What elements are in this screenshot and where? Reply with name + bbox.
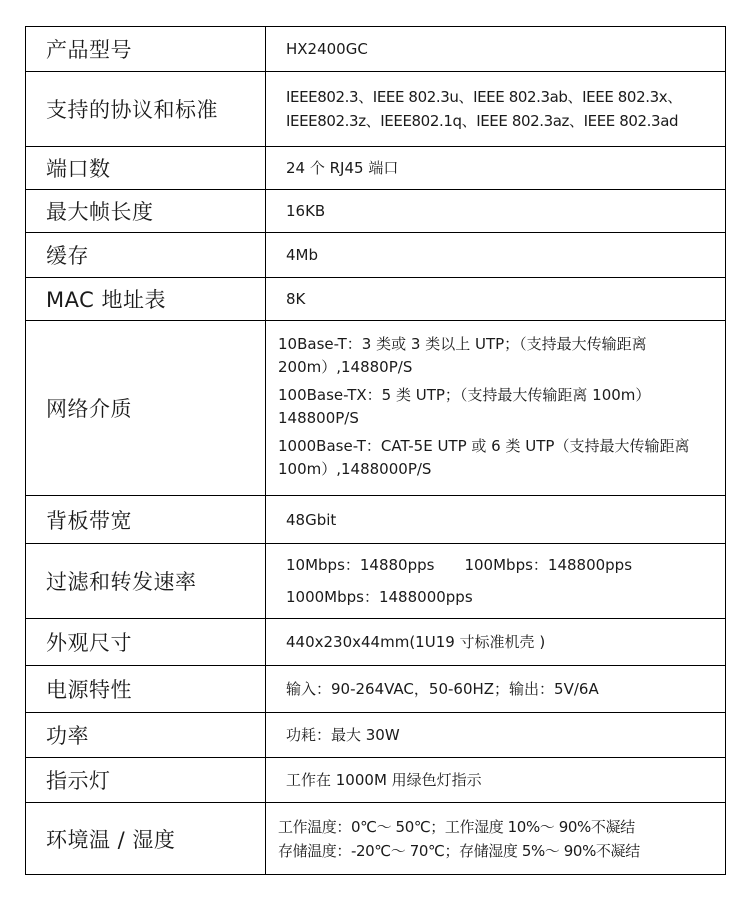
row-value: 48Gbit bbox=[266, 496, 726, 544]
row-label: 外观尺寸 bbox=[26, 619, 266, 666]
row-value: 4Mb bbox=[266, 233, 726, 278]
row-value: 8K bbox=[266, 278, 726, 321]
row-value bbox=[266, 72, 726, 147]
row-model bbox=[26, 27, 726, 72]
rate-10m: 10Mbps：14880pps bbox=[286, 556, 435, 574]
spec-table bbox=[25, 26, 726, 875]
row-network-media bbox=[26, 321, 726, 496]
row-label: 缓存 bbox=[26, 233, 266, 278]
row-label: MAC 地址表 bbox=[26, 278, 266, 321]
row-dimensions bbox=[26, 619, 726, 666]
row-value: 工作在 1000M 用绿色灯指示 bbox=[266, 758, 726, 803]
row-buffer bbox=[26, 233, 726, 278]
row-backplane bbox=[26, 496, 726, 544]
row-mac-table bbox=[26, 278, 726, 321]
rate-100m: 100Mbps：148800pps bbox=[464, 556, 633, 574]
row-value bbox=[266, 803, 726, 875]
row-label: 最大帧长度 bbox=[26, 190, 266, 233]
protocol-line: IEEE802.3、IEEE 802.3u、IEEE 802.3ab、IEEE 802.3x、 bbox=[286, 88, 682, 106]
rate-line bbox=[286, 549, 721, 581]
row-max-frame bbox=[26, 190, 726, 233]
row-value: 440x230x44mm(1U19 寸标准机壳 ) bbox=[266, 619, 726, 666]
row-protocols bbox=[26, 72, 726, 147]
row-label: 端口数 bbox=[26, 147, 266, 190]
media-item: 100Base-TX：5 类 UTP；（支持最大传输距离 100m）148800P/S bbox=[278, 385, 651, 427]
row-value: 功耗：最大 30W bbox=[266, 713, 726, 758]
row-value: 输入：90-264VAC，50-60HZ；输出：5V/6A bbox=[266, 666, 726, 713]
env-line: 工作温度：0℃～ 50℃；工作湿度 10%～ 90%不凝结 bbox=[278, 817, 635, 836]
row-label: 网络介质 bbox=[26, 321, 266, 496]
media-item: 1000Base-T：CAT-5E UTP 或 6 类 UTP（支持最大传输距离 100m）,1488000P/S bbox=[278, 436, 690, 478]
row-label: 指示灯 bbox=[26, 758, 266, 803]
row-forwarding-rate bbox=[26, 544, 726, 619]
row-label: 支持的协议和标准 bbox=[26, 72, 266, 147]
protocol-line: IEEE802.3z、IEEE802.1q、IEEE 802.3az、IEEE 802.3ad bbox=[286, 112, 679, 130]
row-label: 环境温 / 湿度 bbox=[26, 803, 266, 875]
row-environment bbox=[26, 803, 726, 875]
row-value bbox=[266, 321, 726, 496]
env-line: 存储温度：-20℃～ 70℃；存储湿度 5%～ 90%不凝结 bbox=[278, 841, 640, 860]
row-value: 24 个 RJ45 端口 bbox=[266, 147, 726, 190]
row-label: 产品型号 bbox=[26, 27, 266, 72]
row-value: HX2400GC bbox=[266, 27, 726, 72]
row-ports bbox=[26, 147, 726, 190]
row-power bbox=[26, 713, 726, 758]
rate-1000m: 1000Mbps：1488000pps bbox=[286, 588, 473, 606]
row-power-supply bbox=[26, 666, 726, 713]
row-indicator bbox=[26, 758, 726, 803]
row-value bbox=[266, 544, 726, 619]
row-label: 功率 bbox=[26, 713, 266, 758]
row-label: 过滤和转发速率 bbox=[26, 544, 266, 619]
row-value: 16KB bbox=[266, 190, 726, 233]
row-label: 电源特性 bbox=[26, 666, 266, 713]
row-label: 背板带宽 bbox=[26, 496, 266, 544]
media-item: 10Base-T：3 类或 3 类以上 UTP；（支持最大传输距离 200m）,14880P/S bbox=[278, 334, 647, 376]
